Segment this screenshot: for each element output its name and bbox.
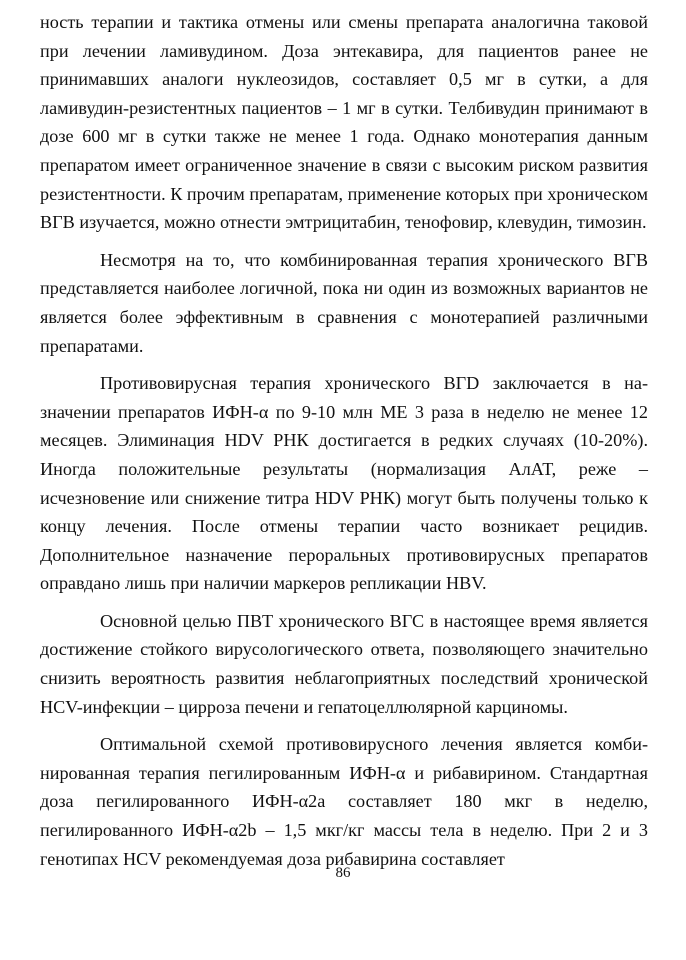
paragraph-5: Оптимальной схемой противовирусного лечения является комбинированная терапия пегилированным ИФН-α и рибавирином. Стандартная доза пегилированного ИФН-α2а составляет 180 мкг в неделю, пегилированного ИФН-α2b – 1,5 мкг/кг массы тела в неделю. При 2 и 3 генотипах HCV рекомендуемая доза рибавирина составляет	[40, 734, 648, 869]
paragraph-2: Несмотря на то, что комбинированная терапия хронического ВГВ представляется наиболее логичной, пока ни один из возможных вариантов не является более эффективным в сравнения с монотерапией различными препаратами.	[40, 249, 648, 356]
paragraph-3: Противовирусная терапия хронического ВГD заключается в назначении препаратов ИФН-α по 9-10 млн МЕ 3 раза в неделю не менее 12 месяцев. Элиминация HDV РНК достигается в редких случаях (10-20%). Иногда положительные результаты (нормализация АлАТ, реже – исчезновение или снижение титра HDV РНК) могут быть получены только к концу лечения. После отмены терапии часто возникает рецидив. Дополнительное назначение пероральных противовирусных препаратов оправдано лишь при наличии маркеров репликации HBV.	[40, 373, 648, 594]
page-number: 86	[335, 865, 351, 881]
page-body	[40, 8, 648, 873]
paragraph-1: ность терапии и тактика отмены или смены препарата аналогична таковой при лечении ламивудином. Доза энтекавира, для пациентов ранее не принимавших аналоги нуклеозидов, составляет 0,5 мг в сутки, а для ламивудин-резистентных пациентов – 1 мг в сутки. Телбивудин принимают в дозе 600 мг в сутки также не менее 1 года. Однако монотерапия данным препаратом имеет ограниченное значение в связи с высоким риском развития резистентности. К прочим препаратам, применение которых при хроническом ВГВ изучается, можно отнести эмтрицитабин, тенофовир, клевудин, тимозин.	[40, 12, 648, 233]
paragraph-4: Основной целью ПВТ хронического ВГС в настоящее время является достижение стойкого вирусологического ответа, позволяющего значительно снизить вероятность развития неблагоприятных последствий хронической HCV-инфекции – цирроза печени и гепатоцеллюлярной карциномы.	[40, 610, 648, 717]
